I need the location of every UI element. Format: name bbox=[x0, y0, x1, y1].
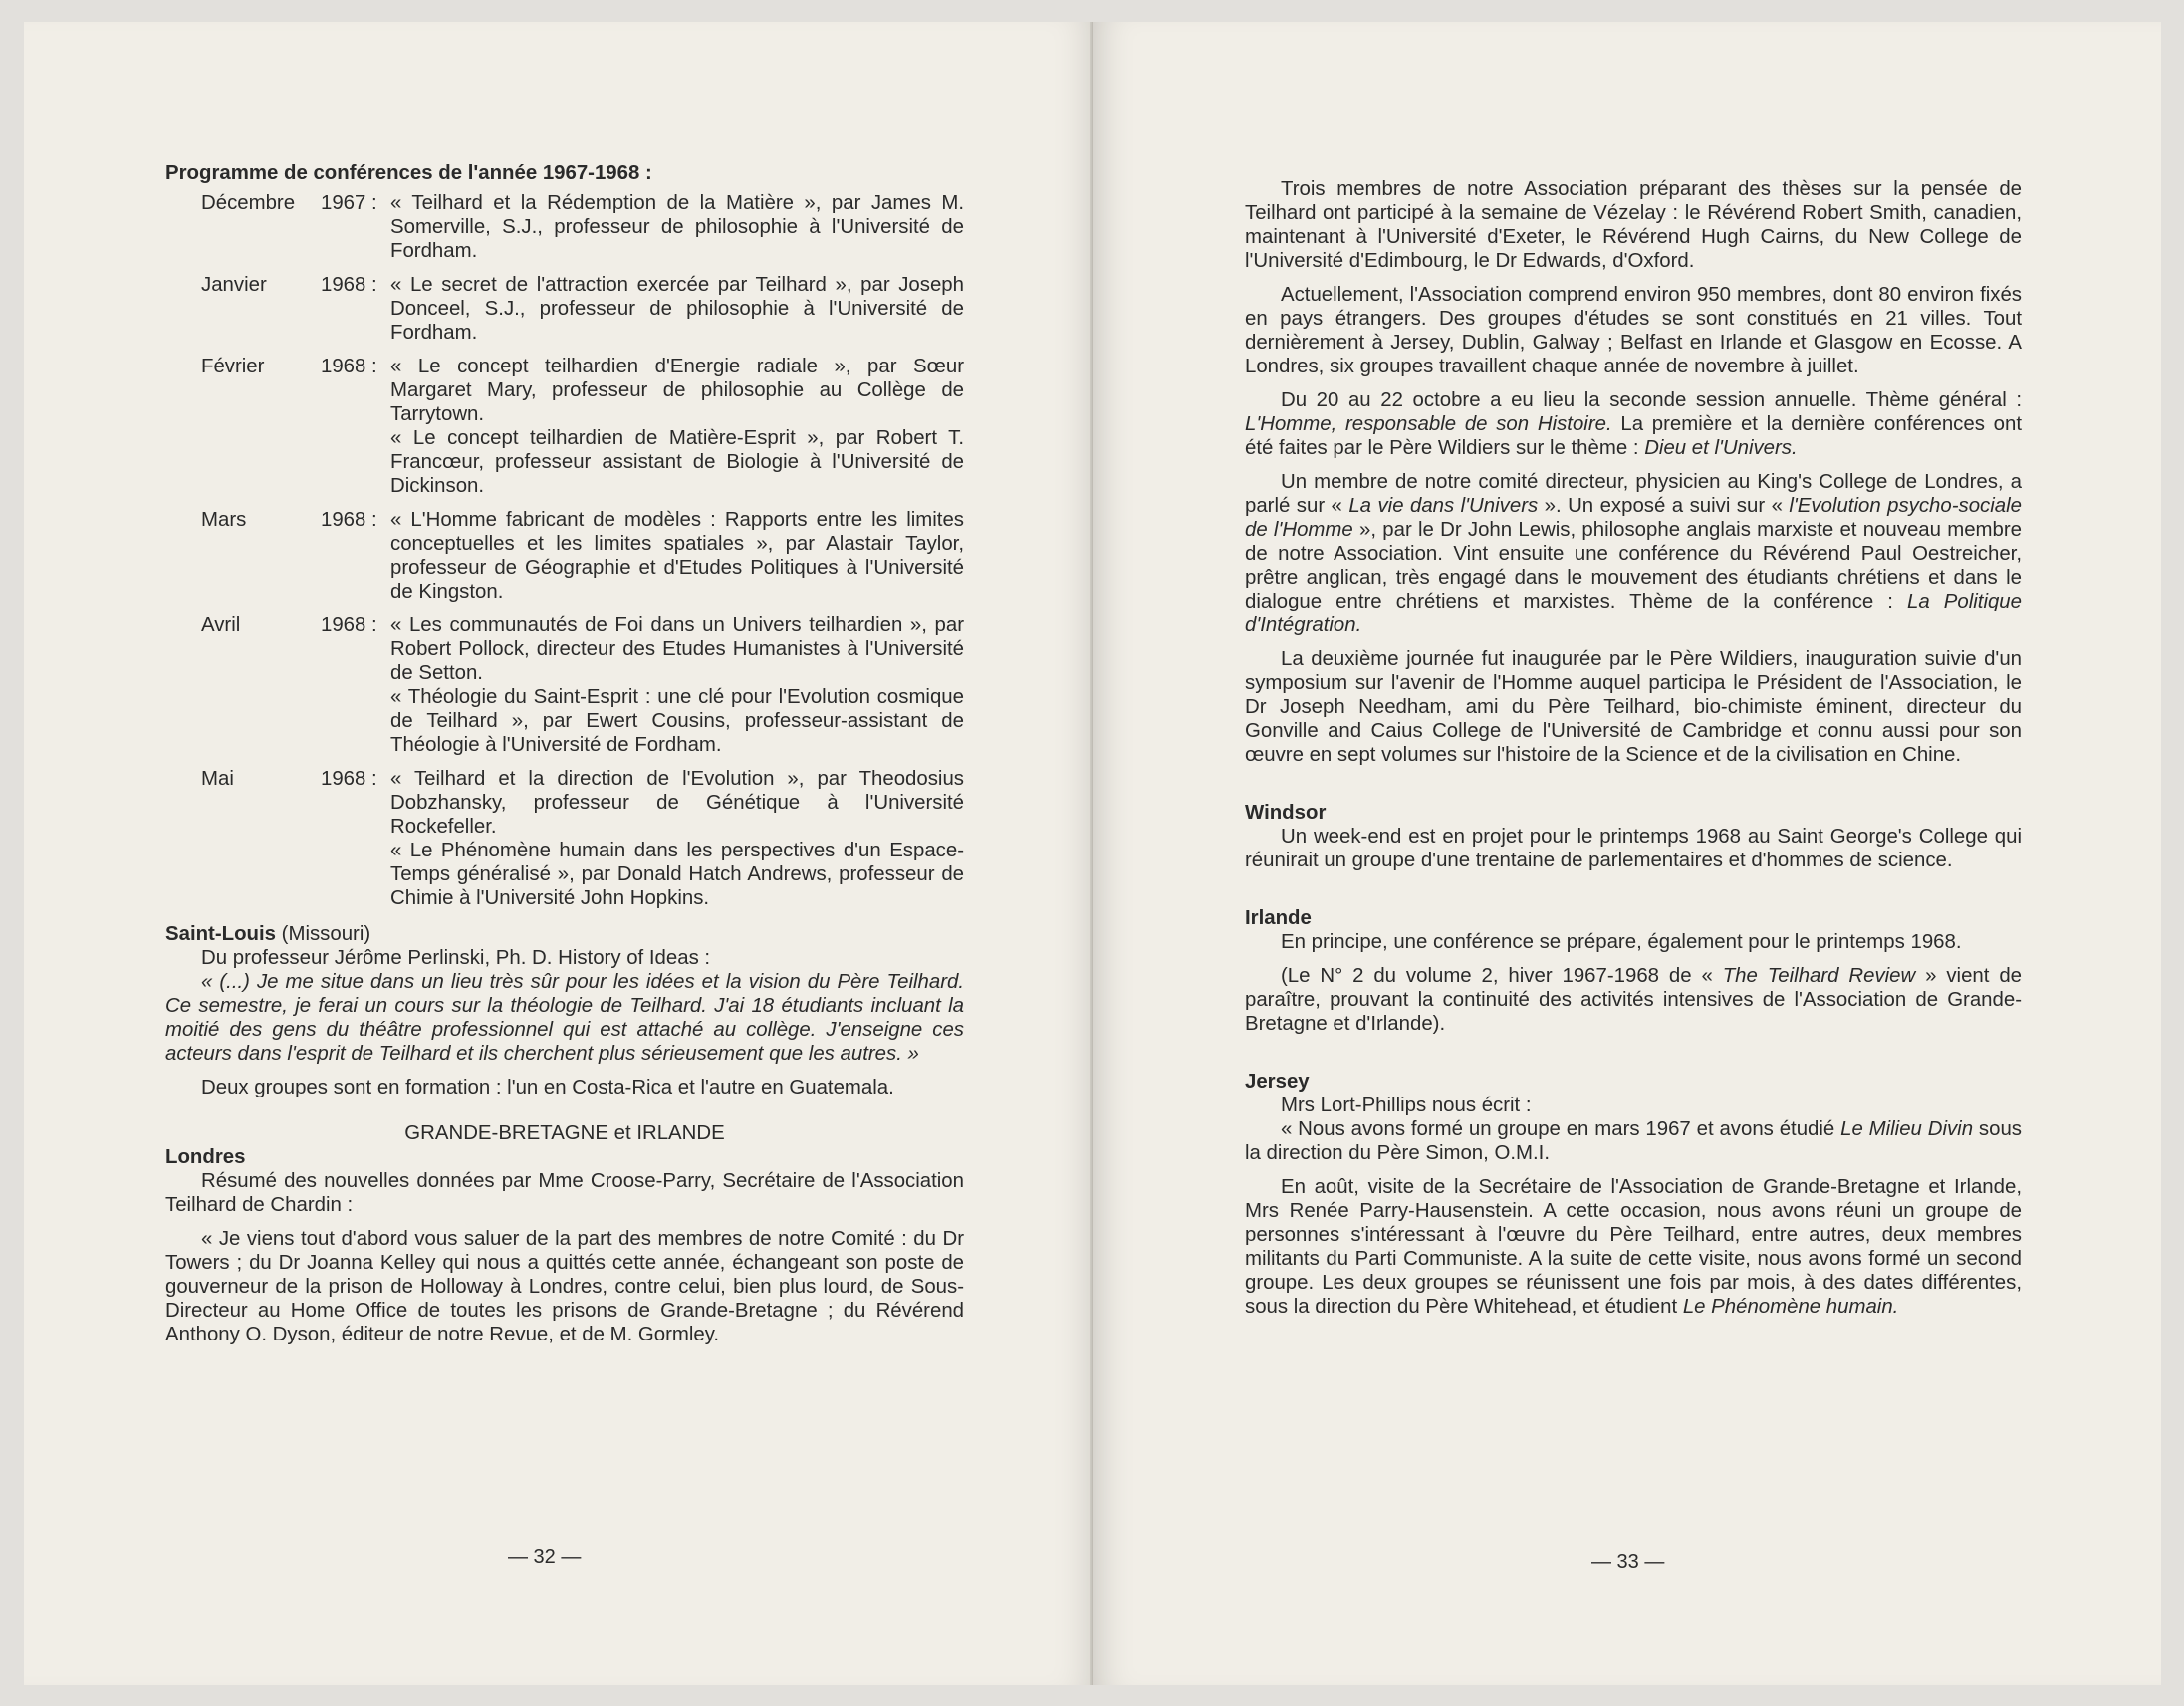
saint-louis-groups: Deux groupes sont en formation : l'un en Costa-Rica et l'autre en Guatemala. bbox=[201, 1077, 894, 1098]
jersey-intro: Mrs Lort-Phillips nous écrit : bbox=[1281, 1095, 1532, 1116]
page-number-32: — 32 — bbox=[508, 1546, 582, 1568]
saint-louis-heading: Saint-Louis bbox=[165, 923, 277, 945]
right-paragraph-4 bbox=[1245, 470, 2022, 637]
programme-year: 1967 : bbox=[321, 192, 377, 214]
italic-title: Le Phénomène humain. bbox=[1682, 1296, 1899, 1318]
programme-year: 1968 : bbox=[321, 509, 377, 531]
saint-louis-place: (Missouri) bbox=[276, 923, 371, 945]
italic-title: The Teilhard Review bbox=[1722, 965, 1916, 987]
programme-month: Mai bbox=[201, 768, 234, 790]
irlande-paragraph-2 bbox=[1245, 964, 2022, 1036]
left-page-text bbox=[165, 161, 964, 1346]
programme-entry-may bbox=[165, 767, 964, 910]
italic-title: Dieu et l'Univers. bbox=[1644, 437, 1798, 459]
gb-heading: GRANDE-BRETAGNE et IRLANDE bbox=[404, 1122, 725, 1144]
windsor-heading: Windsor bbox=[1245, 802, 1327, 824]
text-run: La première et la dernière conférences ont été faites par le Père Wildiers sur le thème : bbox=[1245, 413, 2022, 459]
programme-month: Avril bbox=[201, 614, 241, 636]
programme-month: Décembre bbox=[201, 192, 296, 214]
text-run: « Nous avons formé un groupe en mars 1967 et avons étudié bbox=[1281, 1118, 1841, 1140]
programme-talk: « Le concept teilhardien de Matière-Esprit », par Robert T. Francœur, professeur assistant de Biologie à l'Université de Dickinson. bbox=[390, 427, 964, 497]
londres-paragraph-2: « Je viens tout d'abord vous saluer de la part des membres de notre Comité : du Dr Towers ; du Dr Joanna Kelley qui nous a quittés cette année, échangeant son poste de gouverneur de la prison de Holloway à Londres, contre celui, bien plus lourd, de Sous-Directeur au Home Office de toutes les prisons de Grande-Bretagne ; du Révérend Anthony O. Dyson, éditeur de notre Revue, et de M. Gormley. bbox=[165, 1228, 964, 1345]
irlande-paragraph-1: En principe, une conférence se prépare, également pour le printemps 1968. bbox=[1281, 931, 1962, 953]
saint-louis-heading-line bbox=[165, 922, 964, 946]
text-run: Un membre de notre comité directeur, physicien au King's College de Londres, a parlé sur « bbox=[1245, 471, 2022, 517]
italic-title: La vie dans l'Univers bbox=[1348, 495, 1539, 517]
programme-talk: « Théologie du Saint-Esprit : une clé pour l'Evolution cosmique de Teilhard », par Ewert Cousins, professeur-assistant de Théologie à l'Université de Fordham. bbox=[390, 686, 964, 756]
programme-talk: « Le concept teilhardien d'Energie radiale », par Sœur Margaret Mary, professeur de philosophie au Collège de Tarrytown. bbox=[390, 356, 964, 425]
saint-louis-quote: « (...) Je me situe dans un lieu très sûr pour les idées et la vision du Père Teilhard. Ce semestre, je ferai un cours sur la théologie de Teilhard. J'ai 18 étudiants incluant la moitié des gens du théâtre professionnel qui est attaché au collège. J'enseigne ces acteurs dans l'esprit de Teilhard et ils cherchent plus sérieusement que les autres. » bbox=[165, 971, 964, 1065]
right-page bbox=[1093, 22, 2161, 1685]
jersey-paragraph-2 bbox=[1245, 1175, 2022, 1319]
programme-talk: « Le secret de l'attraction exercée par Teilhard », par Joseph Donceel, S.J., professeur de philosophie à l'Université de Fordham. bbox=[390, 274, 964, 344]
programme-year: 1968 : bbox=[321, 356, 377, 377]
londres-heading: Londres bbox=[165, 1146, 246, 1168]
programme-month: Février bbox=[201, 356, 265, 377]
programme-entry-january bbox=[165, 273, 964, 345]
programme-month: Mars bbox=[201, 509, 247, 531]
right-paragraph-5: La deuxième journée fut inaugurée par le Père Wildiers, inauguration suivie d'un symposium sur l'avenir de l'Homme auquel participa le Président de l'Association, le Dr Joseph Needham, ami du Père Teilhard, bio-chimiste éminent, directeur du Gonville and Caius College de l'Université de Cambridge et connu aussi pour son œuvre en sept volumes sur l'histoire de la Science et de la civilisation en Chine. bbox=[1245, 648, 2022, 766]
text-run: (Le N° 2 du volume 2, hiver 1967-1968 de « bbox=[1281, 965, 1723, 987]
italic-title: La Politique d'Intégration. bbox=[1245, 591, 2022, 636]
programme-talk: « Teilhard et la Rédemption de la Matière », par James M. Somerville, S.J., professeur de philosophie à l'Université de Fordham. bbox=[390, 192, 964, 262]
text-run: », par le Dr John Lewis, philosophe anglais marxiste et nouveau membre de notre Association. Vint ensuite une conférence du Révérend Paul Oestreicher, prêtre anglican, très engagé dans le mouvement des étudiants chrétiens et dans le dialogue entre chrétiens et marxistes. Thème de la conférence : bbox=[1245, 519, 2022, 612]
page-number-33: — 33 — bbox=[1591, 1551, 1665, 1573]
programme-talk: « L'Homme fabricant de modèles : Rapports entre les limites conceptuelles et les limites spatiales », par Alastair Taylor, professeur de Géographie et d'Etudes Politiques à l'Université de Kingston. bbox=[390, 509, 964, 603]
programme-talk: « Le Phénomène humain dans les perspectives d'un Espace-Temps généralisé », par Donald Hatch Andrews, professeur de Chimie à l'Université John Hopkins. bbox=[390, 840, 964, 909]
programme-title: Programme de conférences de l'année 1967-1968 : bbox=[165, 162, 652, 184]
londres-paragraph-1: Résumé des nouvelles données par Mme Croose-Parry, Secrétaire de l'Association Teilhard de Chardin : bbox=[165, 1170, 964, 1216]
italic-title: l'Evolution psycho-sociale de l'Homme bbox=[1245, 495, 2022, 541]
programme-talk: « Teilhard et la direction de l'Evolution », par Theodosius Dobzhansky, professeur de Génétique à l'Université Rockefeller. bbox=[390, 768, 964, 838]
programme-talk: « Les communautés de Foi dans un Univers teilhardien », par Robert Pollock, directeur des Etudes Humanistes à l'Université de Setton. bbox=[390, 614, 964, 684]
windsor-paragraph: Un week-end est en projet pour le printemps 1968 au Saint George's College qui réunirait un groupe d'une trentaine de parlementaires et d'hommes de science. bbox=[1245, 826, 2022, 871]
text-run: ». Un exposé a suivi sur « bbox=[1538, 495, 1790, 517]
text-run: sous la direction du Père Simon, O.M.I. bbox=[1245, 1118, 2022, 1164]
programme-entry-april bbox=[165, 613, 964, 757]
programme-entry-february bbox=[165, 355, 964, 498]
left-page bbox=[24, 22, 1093, 1685]
right-page-text bbox=[1245, 177, 2022, 1319]
italic-title: L'Homme, responsable de son Histoire. bbox=[1245, 413, 1612, 435]
right-paragraph-1: Trois membres de notre Association préparant des thèses sur la pensée de Teilhard ont participé à la semaine de Vézelay : le Révérend Robert Smith, canadien, maintenant à l'Université d'Exeter, le Révérend Hugh Cairns, du New College de l'Université d'Edimbourg, le Dr Edwards, d'Oxford. bbox=[1245, 178, 2022, 272]
programme-year: 1968 : bbox=[321, 614, 377, 636]
right-paragraph-2: Actuellement, l'Association comprend environ 950 membres, dont 80 environ fixés en pays étrangers. Des groupes d'études se sont constitués en 21 villes. Tout dernièrement à Jersey, Dublin, Galway ; Belfast en Irlande et Glasgow en Ecosse. A Londres, six groupes travaillent chaque année de novembre à juillet. bbox=[1245, 284, 2022, 377]
saint-louis-intro: Du professeur Jérôme Perlinski, Ph. D. History of Ideas : bbox=[201, 947, 711, 969]
programme-month: Janvier bbox=[201, 274, 267, 296]
programme-entry-march bbox=[165, 508, 964, 604]
text-run: En août, visite de la Secrétaire de l'Association de Grande-Bretagne et Irlande, Mrs Renée Parry-Hausenstein. A cette occasion, nous avons réuni un groupe de personnes s'intéressant à l'œuvre du Père Teilhard, entre autres, deux membres militants du Parti Communiste. A la suite de cette visite, nous avons formé un second groupe. Les deux groupes se réunissent une fois par mois, à des dates différentes, sous la direction du Père Whitehead, et étudient bbox=[1245, 1176, 2022, 1318]
text-run: Du 20 au 22 octobre a eu lieu la seconde session annuelle. Thème général : bbox=[1281, 389, 2022, 411]
irlande-heading: Irlande bbox=[1245, 907, 1312, 929]
italic-title: Le Milieu Divin bbox=[1840, 1118, 1974, 1140]
programme-year: 1968 : bbox=[321, 768, 377, 790]
programme-year: 1968 : bbox=[321, 274, 377, 296]
right-paragraph-3 bbox=[1245, 388, 2022, 460]
text-run: » vient de paraître, prouvant la continuité des activités intensives de l'Association de Grande-Bretagne et d'Irlande). bbox=[1245, 965, 2022, 1035]
jersey-heading: Jersey bbox=[1245, 1071, 1310, 1093]
jersey-paragraph-1 bbox=[1245, 1117, 2022, 1165]
programme-entry-december bbox=[165, 191, 964, 263]
